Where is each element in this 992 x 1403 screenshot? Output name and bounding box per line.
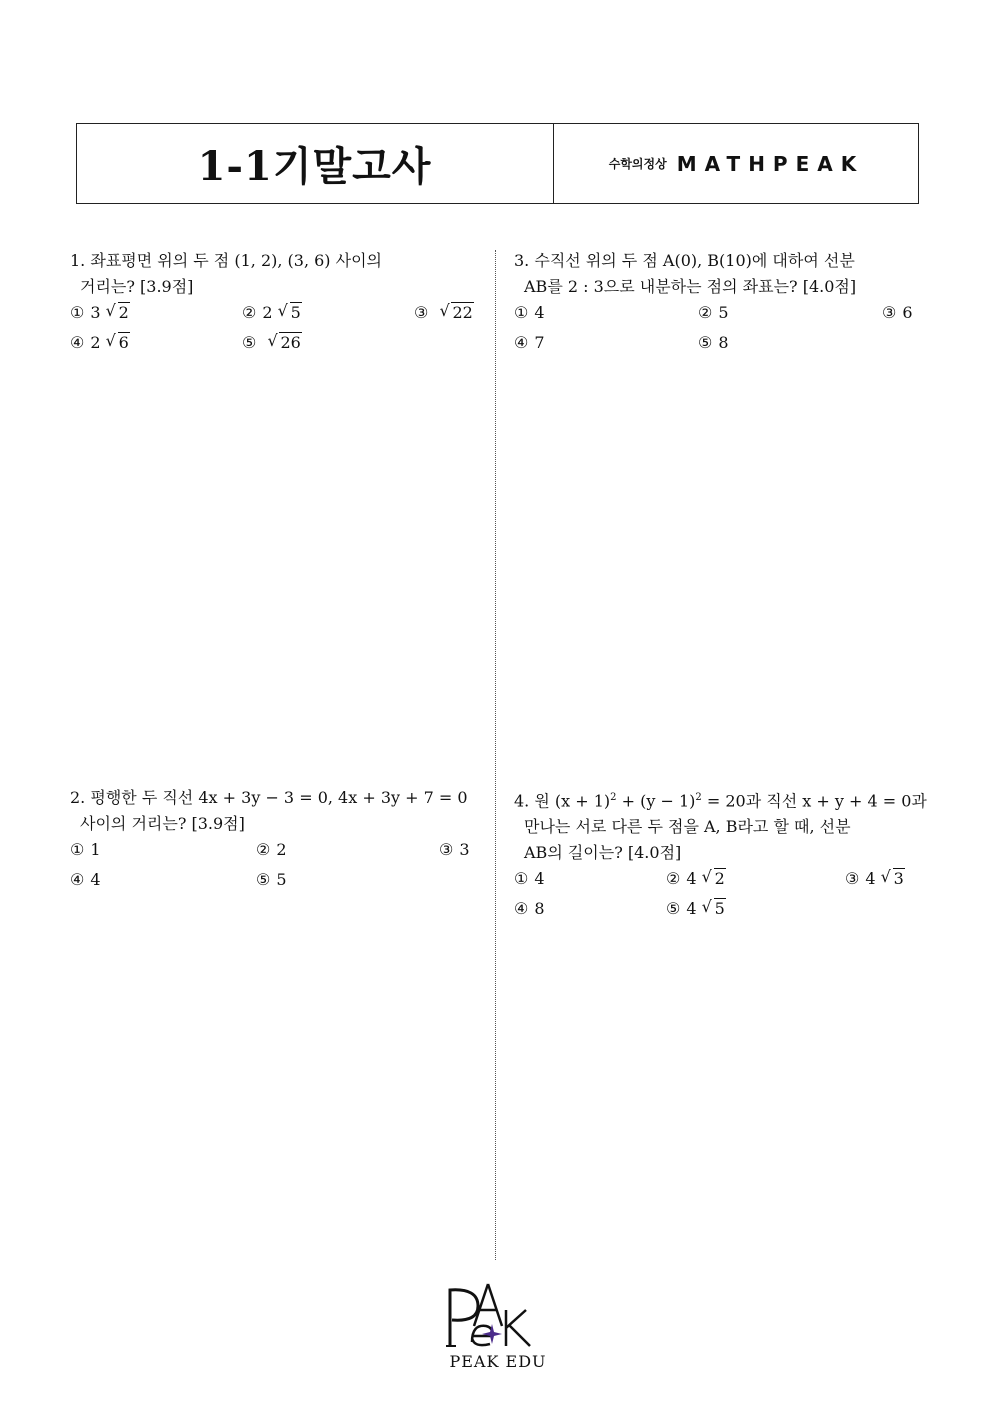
brand-big: MATHPEAK xyxy=(676,151,865,176)
choice-4[interactable]: ④ 8 xyxy=(514,899,545,919)
choice-5[interactable]: ⑤ 4 √ 5 xyxy=(666,896,726,922)
question-4 xyxy=(514,785,927,926)
sqrt-symbol: √ 26 xyxy=(267,330,301,356)
question-text-line2: 거리는? [3.9점] xyxy=(80,277,194,296)
question-1 xyxy=(70,248,480,360)
brand xyxy=(554,123,919,204)
choice-5[interactable]: ⑤ 8 xyxy=(698,333,729,352)
choice-1[interactable]: ① 4 xyxy=(514,303,545,322)
choices-row-1 xyxy=(70,837,480,867)
choice-2[interactable]: ② 4 √ 2 xyxy=(666,866,726,892)
choices-row-2 xyxy=(70,330,480,360)
choice-4[interactable]: ④ 4 xyxy=(70,870,101,889)
question-text-line2: 사이의 거리는? [3.9점] xyxy=(80,814,245,833)
choices-row-2 xyxy=(514,896,924,926)
brand-small: 수학의정상 xyxy=(608,157,667,171)
page-title: 1-1기말고사 xyxy=(197,143,432,190)
choice-2[interactable]: ② 2 √ 5 xyxy=(242,300,302,326)
choice-4[interactable]: ④ 7 xyxy=(514,333,545,352)
sqrt-symbol: √ 22 xyxy=(439,300,473,326)
choices-row-1 xyxy=(514,300,924,330)
choice-3[interactable]: ③ 4 √ 3 xyxy=(845,866,905,892)
choice-3[interactable]: ③ 6 xyxy=(882,303,913,322)
question-text-line2: AB를 2 : 3으로 내분하는 점의 좌표는? [4.0점] xyxy=(524,277,857,296)
question-text: 수직선 위의 두 점 A(0), B(10)에 대하여 선분 xyxy=(534,251,855,270)
choices-row-1 xyxy=(70,300,480,330)
choice-5[interactable]: ⑤ 5 xyxy=(256,870,287,889)
question-1-stem xyxy=(70,248,480,274)
question-number: 4. xyxy=(514,791,530,811)
question-text-b: + (y − 1) xyxy=(616,791,696,811)
question-text-line3: AB의 길이는? [4.0점] xyxy=(524,843,682,863)
question-3-stem xyxy=(514,248,924,274)
exponent: 2 xyxy=(695,792,702,803)
sqrt-symbol: √ 3 xyxy=(881,866,905,892)
question-3 xyxy=(514,248,924,360)
choice-3[interactable]: ③ 3 xyxy=(439,840,470,859)
column-divider xyxy=(495,250,496,1260)
choice-2[interactable]: ② 5 xyxy=(698,303,729,322)
sqrt-symbol: √ 5 xyxy=(702,896,726,922)
question-text: 좌표평면 위의 두 점 (1, 2), (3, 6) 사이의 xyxy=(90,251,383,270)
choice-3[interactable]: ③ √ 22 xyxy=(414,300,474,326)
choice-2[interactable]: ② 2 xyxy=(256,840,287,859)
sqrt-symbol: √ 5 xyxy=(278,300,302,326)
sqrt-symbol: √ 2 xyxy=(106,300,130,326)
choices-row-1 xyxy=(514,866,924,896)
question-2-stem xyxy=(70,785,480,811)
sqrt-symbol: √ 6 xyxy=(106,330,130,356)
question-text: 평행한 두 직선 4x + 3y − 3 = 0, 4x + 3y + 7 = 0 xyxy=(90,788,468,807)
question-text-c: = 20과 직선 x + y + 4 = 0과 xyxy=(701,791,927,811)
choice-1[interactable]: ① 1 xyxy=(70,840,101,859)
question-2 xyxy=(70,785,480,897)
choice-1[interactable]: ① 3 √ 2 xyxy=(70,300,130,326)
choices-row-2 xyxy=(514,330,924,360)
choice-5[interactable]: ⑤ √ 26 xyxy=(242,330,302,356)
question-number: 3. xyxy=(514,251,530,270)
logo-text: PEAK EDU xyxy=(449,1352,547,1371)
sqrt-symbol: √ 2 xyxy=(702,866,726,892)
question-text-a: 원 (x + 1) xyxy=(534,791,611,811)
choices-row-2 xyxy=(70,867,480,897)
exponent: 2 xyxy=(610,792,617,803)
question-text-line2: 만나는 서로 다른 두 점을 A, B라고 할 때, 선분 xyxy=(524,817,851,837)
choice-1[interactable]: ① 4 xyxy=(514,869,545,889)
question-number: 2. xyxy=(70,788,86,807)
question-number: 1. xyxy=(70,251,86,270)
question-4-stem xyxy=(514,785,927,814)
choice-4[interactable]: ④ 2 √ 6 xyxy=(70,330,130,356)
